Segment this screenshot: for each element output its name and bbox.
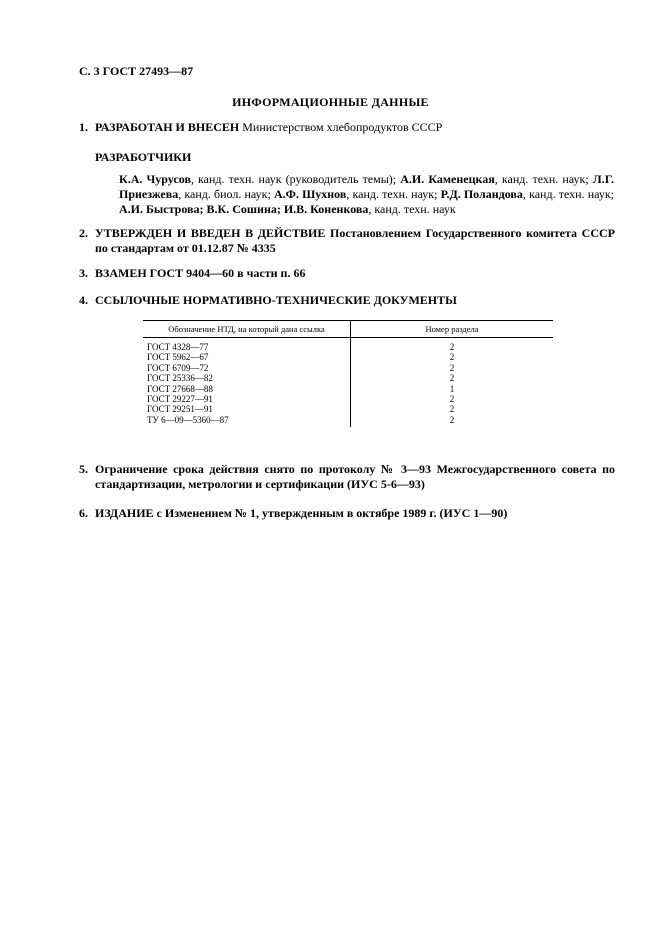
document-cell: ГОСТ 5962—67 [143,352,351,362]
document-cell: ГОСТ 29227—91 [143,394,351,404]
document-cell: ГОСТ 25336—82 [143,373,351,383]
item-number: 6. [79,506,88,520]
ntd-table [143,320,553,427]
developers-list [119,172,614,217]
section-cell: 2 [449,404,455,415]
section-cell: 2 [449,394,455,405]
column-header-section: Номер раздела [351,321,554,338]
developer-degree: , канд. техн. наук; [494,172,593,186]
document-cell: ТУ 6—09—5360—87 [143,415,351,427]
table-header-row [143,321,553,338]
page-header: С. 3 ГОСТ 27493—87 [79,64,194,78]
developer-name: А.Ф. Шухнов [273,187,347,201]
section-cell: 2 [449,414,455,425]
section-cell: 2 [449,342,455,352]
developer-degree: , канд. техн. наук; [346,187,441,201]
item-text: ССЫЛОЧНЫЕ НОРМАТИВНО-ТЕХНИЧЕСКИЕ ДОКУМЕНТЫ [95,293,457,307]
developer-name: А.И. Каменецкая [400,172,495,186]
item-number: 4. [79,293,88,307]
document-cell: ГОСТ 29251—91 [143,404,351,414]
item-text: ИЗДАНИЕ с Изменением № 1, утвержденным в октябре 1989 г. (ИУС 1—90) [95,506,508,520]
developer-degree: , канд. техн. наук; [522,187,615,201]
table-row [143,384,553,394]
document-cell: ГОСТ 6709—72 [143,363,351,373]
item-2 [79,226,615,256]
developer-degree: , канд. техн. наук [368,202,456,216]
table-row [143,404,553,414]
table-row [143,373,553,383]
item-number: 5. [79,462,88,476]
item-lead: РАЗРАБОТАН И ВНЕСЕН [95,120,240,134]
developer-name: А.И. Быстрова; В.К. Сошина; И.В. Коненкова [119,202,369,216]
table-row [143,338,553,353]
item-5 [79,462,615,492]
table-row [143,363,553,373]
document-cell: ГОСТ 27668—88 [143,384,351,394]
section-cell: 2 [449,362,455,373]
developer-degree: , канд. биол. наук; [178,187,274,201]
developer-name: Л.Г. Приезжева [119,172,615,201]
item-text: Ограничение срока действия снято по протоколу № 3—93 Межгосударственного совета по стандартизации, метрологии и сертификации (ИУС 5-6—93) [95,462,615,491]
item-text: ВЗАМЕН ГОСТ 9404—60 в части п. 66 [95,266,306,280]
item-3 [79,266,615,281]
table-row [143,394,553,404]
developer-name: К.А. Чурусов [119,172,191,186]
section-cell: 1 [449,383,455,394]
developers-heading: РАЗРАБОТЧИКИ [95,150,192,164]
item-lead: УТВЕРЖДЕН И ВВЕДЕН В ДЕЙСТВИЕ [95,226,326,240]
item-text: Министерством хлебопродуктов СССР [239,120,443,134]
item-6 [79,506,615,521]
document-cell: ГОСТ 4328—77 [143,338,351,353]
item-text: Постановлением Государственного комитета СССР по стандартам от 01.12.87 № 4335 [95,226,615,255]
item-number: 2. [79,226,88,240]
item-number: 3. [79,266,88,280]
developer-name: Р.Д. Поландова [440,187,523,201]
column-header-document: Обозначение НТД, на который дана ссылка [143,321,351,338]
item-4 [79,293,615,308]
section-cell: 2 [449,373,455,384]
section-cell: 2 [449,352,455,363]
developer-degree: , канд. техн. наук (руководитель темы); [190,172,401,186]
item-number: 1. [79,120,88,134]
table-row [143,352,553,362]
item-1 [79,120,615,135]
document-title: ИНФОРМАЦИОННЫЕ ДАННЫЕ [232,95,429,109]
table-row [143,415,553,427]
ntd-table-wrapper [143,320,553,427]
